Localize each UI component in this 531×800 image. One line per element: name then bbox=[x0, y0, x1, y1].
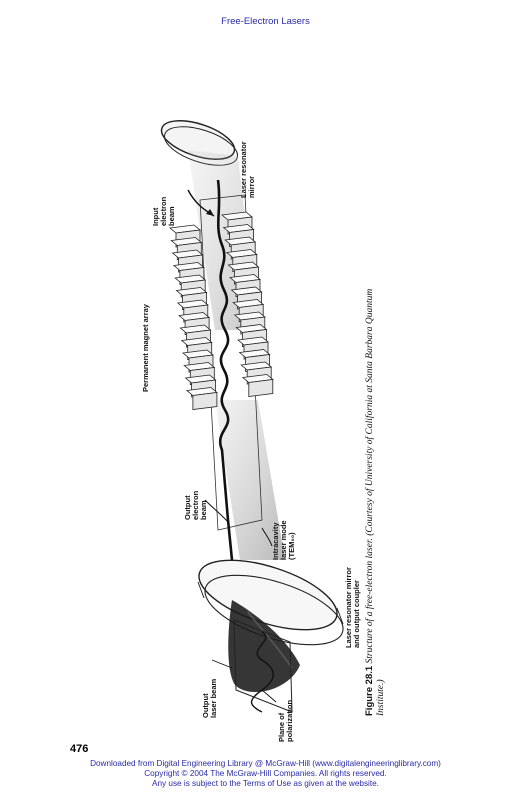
page-number: 476 bbox=[70, 743, 89, 755]
footer-line-2: Copyright © 2004 The McGraw-Hill Companies. All rights reserved. bbox=[144, 769, 387, 778]
label-magnet-array: Permanent magnet array bbox=[141, 304, 150, 392]
label-intracavity-mode: Intracavity laser mode (TEM₀₀) bbox=[271, 520, 296, 560]
polarization-leader bbox=[262, 690, 276, 702]
label-input-beam: Input electron beam bbox=[151, 196, 176, 226]
magnet-upper-block-side bbox=[193, 393, 217, 410]
label-resonator-mirror: Laser resonator mirror bbox=[239, 141, 256, 198]
label-polarization: Plane of polarization bbox=[277, 699, 294, 742]
figure-caption bbox=[364, 276, 387, 716]
caption-number: Figure 28.1 bbox=[364, 665, 375, 716]
magnet-lower-block-side bbox=[249, 380, 273, 397]
footer bbox=[0, 759, 531, 789]
label-output-beam: Output electron beam bbox=[183, 490, 208, 520]
running-head: Free-Electron Lasers bbox=[221, 16, 310, 27]
label-output-coupler: Laser resonator mirror and output coupler bbox=[344, 567, 361, 648]
caption-text: Structure of a free-electron laser. (Courtesy of University of California at Santa Barbara Quantum Institute.) bbox=[365, 288, 386, 716]
footer-line-3: Any use is subject to the Terms of Use as given at the website. bbox=[152, 779, 379, 788]
label-output-laser: Output laser beam bbox=[201, 678, 218, 718]
footer-line-1: Downloaded from Digital Engineering Library @ McGraw-Hill (www.digitalengineeringlibrary.com) bbox=[90, 759, 441, 768]
